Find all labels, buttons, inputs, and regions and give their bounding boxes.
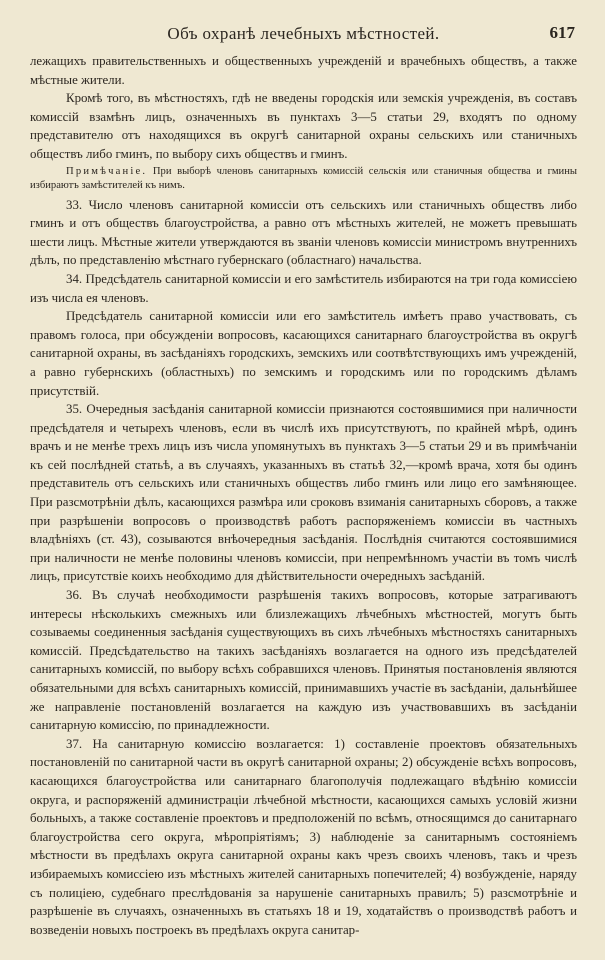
paragraph-continuation: лежащихъ правительственныхъ и общественныхъ учрежденій и врачебныхъ обществъ, а также мѣстные жители.	[30, 54, 577, 87]
running-title: Объ охранѣ лечебныхъ мѣстностей.	[167, 24, 440, 43]
page-number: 617	[549, 23, 575, 42]
page-body	[30, 52, 577, 939]
article-34-continued: Предсѣдатель санитарной комиссіи или его замѣститель имѣетъ право участвовать, съ правомъ голоса, при обсужденіи вопросовъ, касающихся санитарнаго благоустройства въ округѣ санитарной охраны, въ засѣданіяхъ городскихъ, земскихъ или соотвѣтствующихъ имъ учрежденій, а равно губернскихъ (областныхъ) по земскимъ и городскимъ или по городскимъ дѣламъ присутствій.	[30, 309, 577, 398]
article-35: 35. Очередныя засѣданія санитарной комиссіи признаются состоявшимися при наличности предсѣдателя и четырехъ членовъ, если въ числѣ ихъ присутствуютъ, по крайней мѣрѣ, одинъ врачъ и не менѣе трехъ лицъ изъ числа упомянутыхъ въ пунктахъ 3—5 статьи 29 и въ примѣчаніи къ сей послѣдней статьѣ, а въ случаяхъ, указанныхъ въ статьѣ 32,—кромѣ врача, хотя бы одинъ представитель отъ сельскихъ или станичныхъ обществъ либо гминъ или лицо его замѣняющее. При разсмотрѣніи дѣлъ, касающихся размѣра или сроковъ взиманія санитарныхъ сборовъ, а также при разрѣшеніи вопросовъ о производствѣ работъ распоряженіемъ комиссіи въ частныхъ владѣніяхъ (ст. 43), созываются внѣочередныя засѣданія. Послѣднія считаются состоявшимися при наличности не менѣе половины членовъ комиссіи, при непремѣнномъ участіи въ томъ числѣ лицъ, присутствіе коихъ необходимо для дѣйствительности очередныхъ засѣданій.	[30, 402, 577, 584]
article-37: 37. На санитарную комиссію возлагается: 1) составленіе проектовъ обязательныхъ постановленій по санитарной части въ округѣ санитарной охраны; 2) обсужденіе всѣхъ вопросовъ, касающихся благоустройства или санитарнаго благополучія подлежащаго вѣдѣнію комиссіи округа, и распоряженій администраціи лѣчебной мѣстности, касающихся самыхъ условій жизни больныхъ, а также составленіе проектовъ и предположеній по всѣмъ, относящимся до санитарнаго благоустройства сего округа, мѣропріятіямъ; 3) наблюденіе за санитарнымъ состояніемъ мѣстности въ предѣлахъ округа санитарной охраны какъ чрезъ своихъ членовъ, такъ и чрезъ избираемыхъ комиссіею изъ мѣстныхъ жителей санитарныхъ попечителей; 4) возбужденіе, наряду съ полиціею, судебнаго преслѣдованія за нарушеніе санитарныхъ правилъ; 5) разсмотрѣніе и разрѣшеніе въ случаяхъ, означенныхъ въ статьяхъ 18 и 19, ходатайствъ о производствѣ работъ и возведеніи новыхъ построекъ въ предѣлахъ округа санитар-	[30, 736, 577, 937]
page-header	[30, 18, 577, 52]
paragraph-additional-members: Кромѣ того, въ мѣстностяхъ, гдѣ не введены городскія или земскія учрежденія, въ составъ комиссій взамѣнъ лицъ, означенныхъ въ пунктахъ 3—5 статьи 29, входятъ по одному представителю отъ находящихся въ округѣ санитарной охраны сельскихъ или станичныхъ обществъ либо гминъ, по выбору сихъ обществъ и гминъ.	[30, 91, 577, 161]
note-paragraph	[30, 165, 577, 194]
article-36: 36. Въ случаѣ необходимости разрѣшенія такихъ вопросовъ, которые затрагиваютъ интересы нѣсколькихъ смежныхъ или близлежащихъ лѣчебныхъ мѣстностей, могутъ быть созываемы соединенныя засѣданія существующихъ въ сихъ лѣчебныхъ мѣстностяхъ санитарныхъ комиссій. Предсѣдательство на такихъ засѣданіяхъ возлагается на одного изъ предсѣдателей санитарныхъ комиссій, по выбору всѣхъ собравшихся членовъ. Принятыя постановленія являются обязательными для всѣхъ санитарныхъ комиссій, принимавшихъ участіе въ засѣданіи, дальнѣйшее же направленіе постановленій возлагается на каждую изъ участвовавшихъ въ засѣданіи санитарную комиссію, по принадлежности.	[30, 588, 577, 733]
article-33: 33. Число членовъ санитарной комиссіи отъ сельскихъ или станичныхъ обществъ либо гминъ и отъ обществъ благоустройства, а равно отъ мѣстныхъ жителей, не можетъ превышать шести лицъ. Мѣстные жители утверждаются въ званіи членовъ комиссіи министромъ внутреннихъ дѣлъ, по представленію мѣстнаго губернскаго (областнаго) начальства.	[30, 197, 577, 268]
article-34: 34. Предсѣдатель санитарной комиссіи и его замѣститель избираются на три года комиссіею изъ числа ея членовъ.	[30, 271, 577, 305]
note-text: При выборѣ членовъ санитарныхъ комиссій сельскія или станичныя общества и гмины избираютъ замѣстителей къ нимъ.	[30, 165, 577, 192]
note-label: Примѣчаніе.	[66, 165, 148, 177]
